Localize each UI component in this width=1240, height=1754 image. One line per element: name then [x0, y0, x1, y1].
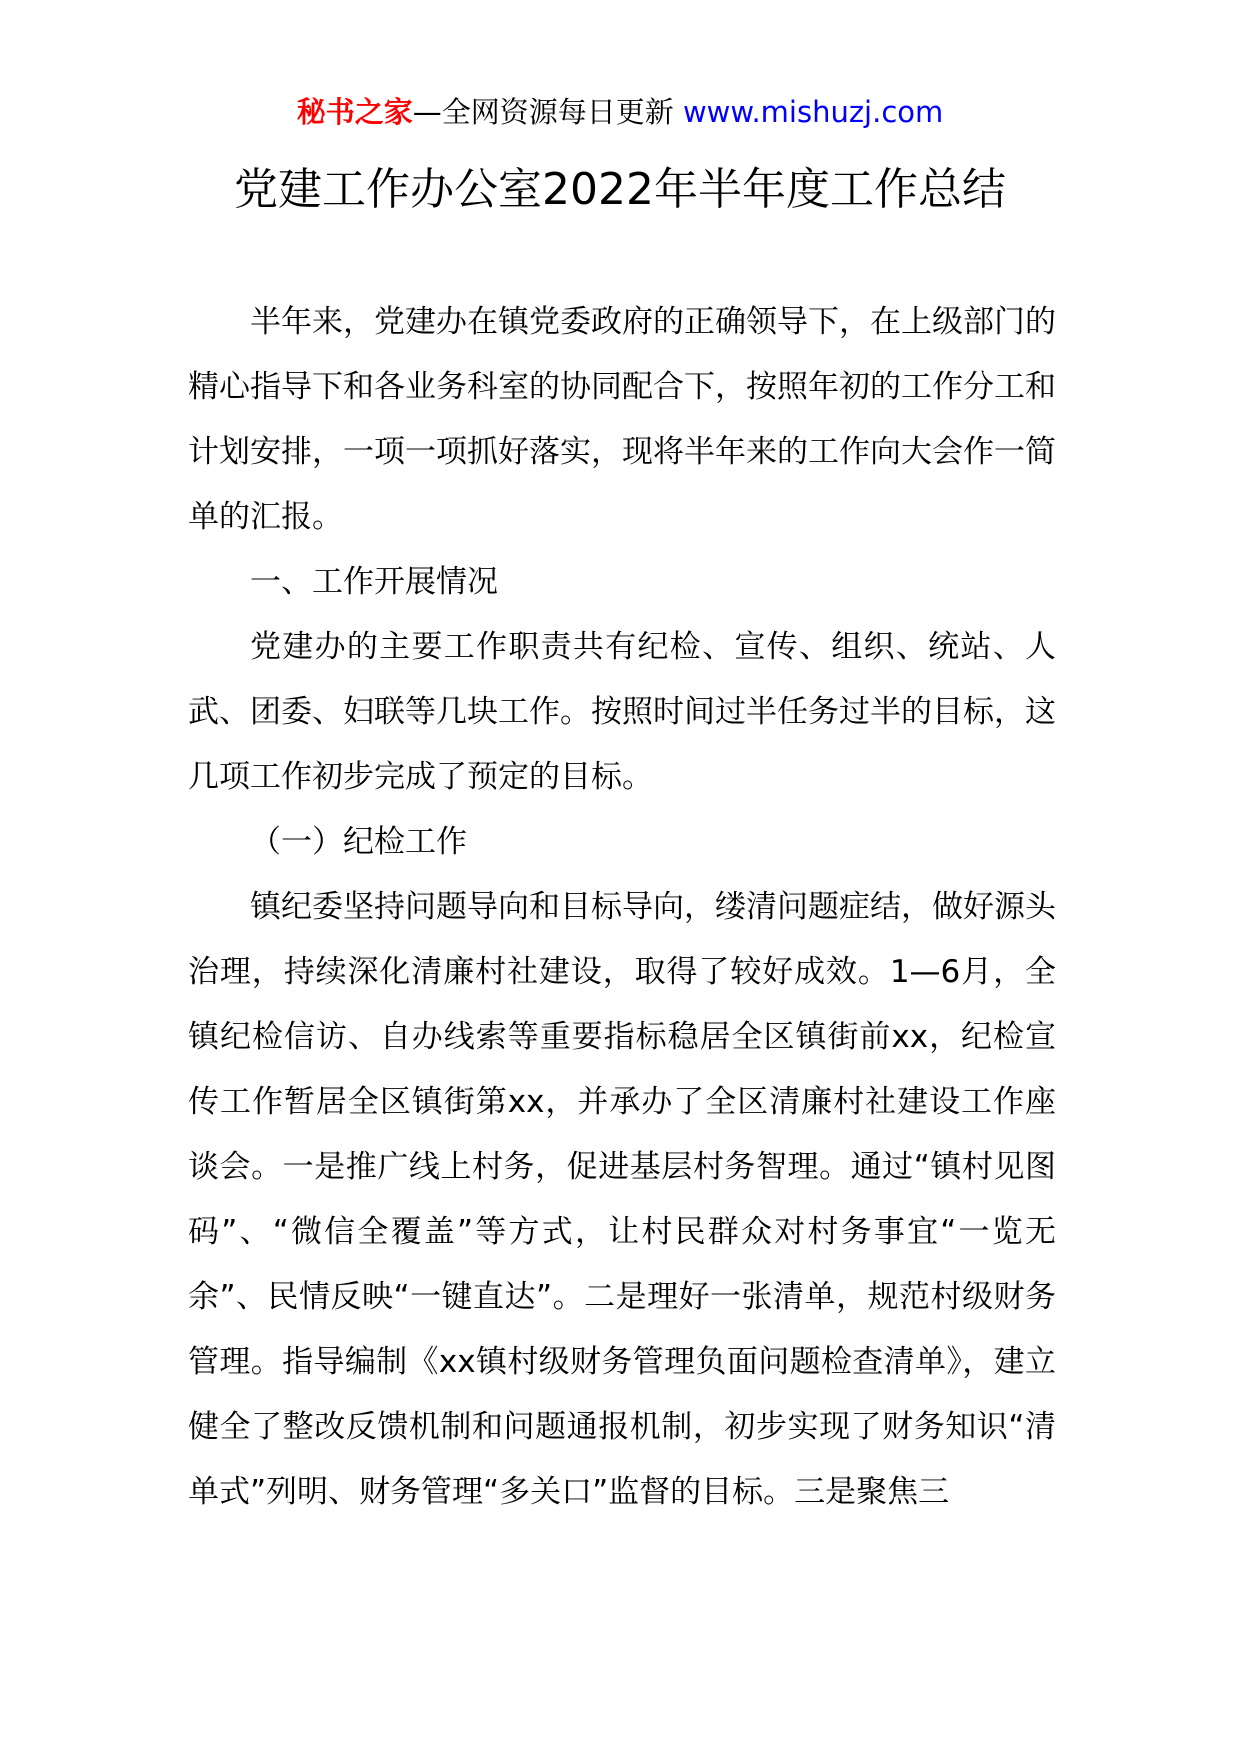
site-brand: 秘书之家	[296, 95, 413, 129]
site-url-link[interactable]: www.mishuzj.com	[682, 95, 944, 129]
document-body	[188, 290, 1056, 1525]
subsection-heading: （一）纪检工作	[250, 824, 467, 860]
body-paragraph: 镇纪委坚持问题导向和目标导向，缕清问题症结，做好源头治理，持续深化清廉村社建设，取得了较好成效。1—6月，全镇纪检信访、自办线索等重要指标稳居全区镇街前xx，纪检宣传工作暂居全区镇街第xx，并承办了全区清廉村社建设工作座谈会。一是推广线上村务，促进基层村务智理。通过“镇村见图码”、“微信全覆盖”等方式，让村民群众对村务事宜“一览无余”、民情反映“一键直达”。二是理好一张清单，规范村级财务管理。指导编制《xx镇村级财务管理负面问题检查清单》，建立健全了整改反馈机制和问题通报机制，初步实现了财务知识“清单式”列明、财务管理“多关口”监督的目标。三是聚焦三	[188, 889, 1056, 1510]
site-header	[0, 92, 1240, 132]
intro-paragraph: 半年来，党建办在镇党委政府的正确领导下，在上级部门的精心指导下和各业务科室的协同配合下，按照年初的工作分工和计划安排，一项一项抓好落实，现将半年来的工作向大会作一简单的汇报。	[188, 304, 1056, 535]
document-title: 党建工作办公室2022年半年度工作总结	[234, 164, 1006, 215]
section-heading: 一、工作开展情况	[250, 564, 498, 600]
body-paragraph: 党建办的主要工作职责共有纪检、宣传、组织、统站、人武、团委、妇联等几块工作。按照时间过半任务过半的目标，这几项工作初步完成了预定的目标。	[188, 629, 1056, 795]
site-tagline: —全网资源每日更新	[412, 95, 683, 129]
